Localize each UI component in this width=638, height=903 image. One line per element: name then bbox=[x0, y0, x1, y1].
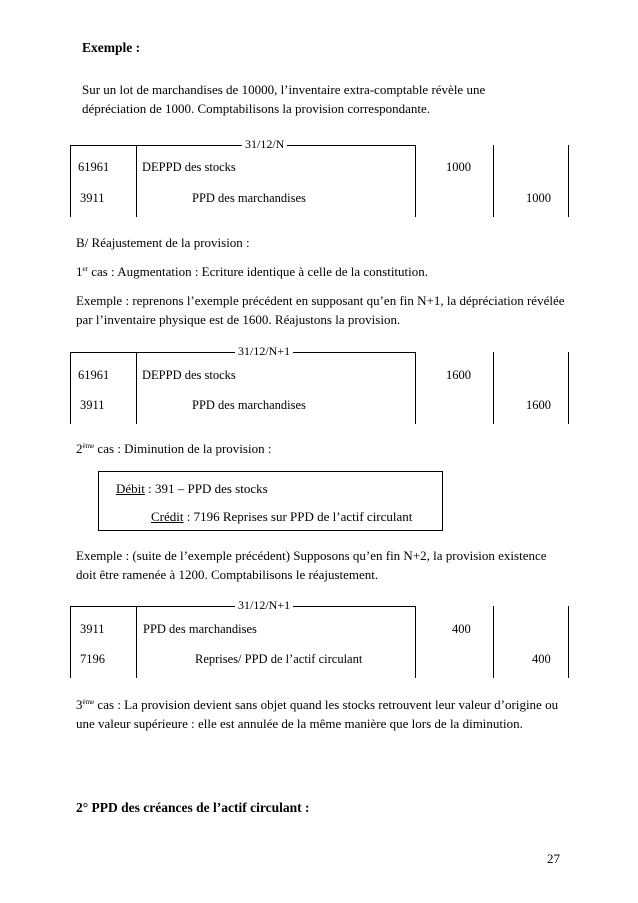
account-number: 3911 bbox=[80, 622, 105, 636]
account-number: 3911 bbox=[80, 398, 105, 412]
case-1-superscript: er bbox=[82, 265, 88, 273]
credit-label: Crédit bbox=[151, 509, 184, 524]
example-text-line-1: Sur un lot de marchandises de 10000, l’inventaire extra-comptable révèle une bbox=[82, 82, 486, 97]
account-number: 61961 bbox=[78, 160, 110, 174]
case-3-line-1 bbox=[76, 695, 596, 714]
case-1-example-line-1: Exemple : reprenons l’exemple précédent en supposant qu’en fin N+1, la dépréciation révélée bbox=[76, 293, 565, 308]
account-label: PPD des marchandises bbox=[192, 398, 306, 412]
debit-amount: 1000 bbox=[446, 160, 471, 174]
account-number: 61961 bbox=[78, 368, 110, 382]
example-text-line-2: dépréciation de 1000. Comptabilisons la provision correspondante. bbox=[82, 101, 431, 116]
example-heading: Exemple : bbox=[82, 40, 141, 55]
debit-amount: 400 bbox=[452, 622, 471, 636]
entry-rule-box bbox=[98, 471, 443, 531]
journal-entry-1 bbox=[70, 137, 570, 220]
case-2-title bbox=[76, 441, 271, 457]
debit-rule bbox=[116, 481, 268, 497]
credit-rule bbox=[151, 509, 412, 525]
page-number: 27 bbox=[547, 851, 560, 866]
credit-amount: 1000 bbox=[526, 191, 551, 205]
account-label: PPD des marchandises bbox=[192, 191, 306, 205]
account-number: 7196 bbox=[80, 652, 105, 666]
debit-amount: 1600 bbox=[446, 368, 471, 382]
debit-rule-text: : 391 – PPD des stocks bbox=[144, 481, 268, 496]
credit-amount: 1600 bbox=[526, 398, 551, 412]
credit-rule-text: : 7196 Reprises sur PPD de l’actif circulant bbox=[183, 509, 413, 524]
case-3-text bbox=[76, 695, 596, 733]
case-1-example-line-2: par l’inventaire physique est de 1600. Réajustons la provision. bbox=[76, 312, 401, 327]
entry-date: 31/12/N+1 bbox=[235, 344, 293, 359]
section-2-title: 2° PPD des créances de l’actif circulant : bbox=[76, 800, 310, 815]
example-text bbox=[82, 80, 582, 118]
case-3-line-2: une valeur supérieure : elle est annulée de la même manière que lors de la diminution. bbox=[76, 716, 523, 731]
account-label: PPD des marchandises bbox=[143, 622, 257, 636]
case-2-example bbox=[76, 546, 576, 584]
case-3-superscript: ème bbox=[82, 698, 95, 706]
case-2-example-line-1: Exemple : (suite de l’exemple précédent) Supposons qu’en fin N+2, la provision existence bbox=[76, 548, 547, 563]
case-1-description: cas : Augmentation : Ecriture identique à celle de la constitution. bbox=[87, 264, 429, 279]
case-1-number: 1 bbox=[76, 264, 83, 279]
journal-entry-3 bbox=[70, 598, 570, 681]
account-label: Reprises/ PPD de l’actif circulant bbox=[195, 652, 363, 666]
account-label: DEPPD des stocks bbox=[142, 160, 236, 174]
case-2-description: cas : Diminution de la provision : bbox=[94, 441, 272, 456]
entry-date: 31/12/N+1 bbox=[235, 598, 293, 613]
case-3-number: 3 bbox=[76, 697, 83, 712]
case-1-text bbox=[76, 264, 428, 280]
section-b-title: B/ Réajustement de la provision : bbox=[76, 235, 250, 250]
entry-date: 31/12/N bbox=[242, 137, 287, 152]
account-label: DEPPD des stocks bbox=[142, 368, 236, 382]
case-2-superscript: ème bbox=[82, 442, 95, 450]
case-2-number: 2 bbox=[76, 441, 83, 456]
credit-amount: 400 bbox=[532, 652, 551, 666]
case-1-example bbox=[76, 291, 576, 329]
case-2-example-line-2: doit être ramenée à 1200. Comptabilisons le réajustement. bbox=[76, 567, 379, 582]
journal-entry-2 bbox=[70, 344, 570, 427]
account-number: 3911 bbox=[80, 191, 105, 205]
debit-label: Débit bbox=[116, 481, 145, 496]
case-3-description: cas : La provision devient sans objet quand les stocks retrouvent leur valeur d’origine ou bbox=[94, 697, 559, 712]
